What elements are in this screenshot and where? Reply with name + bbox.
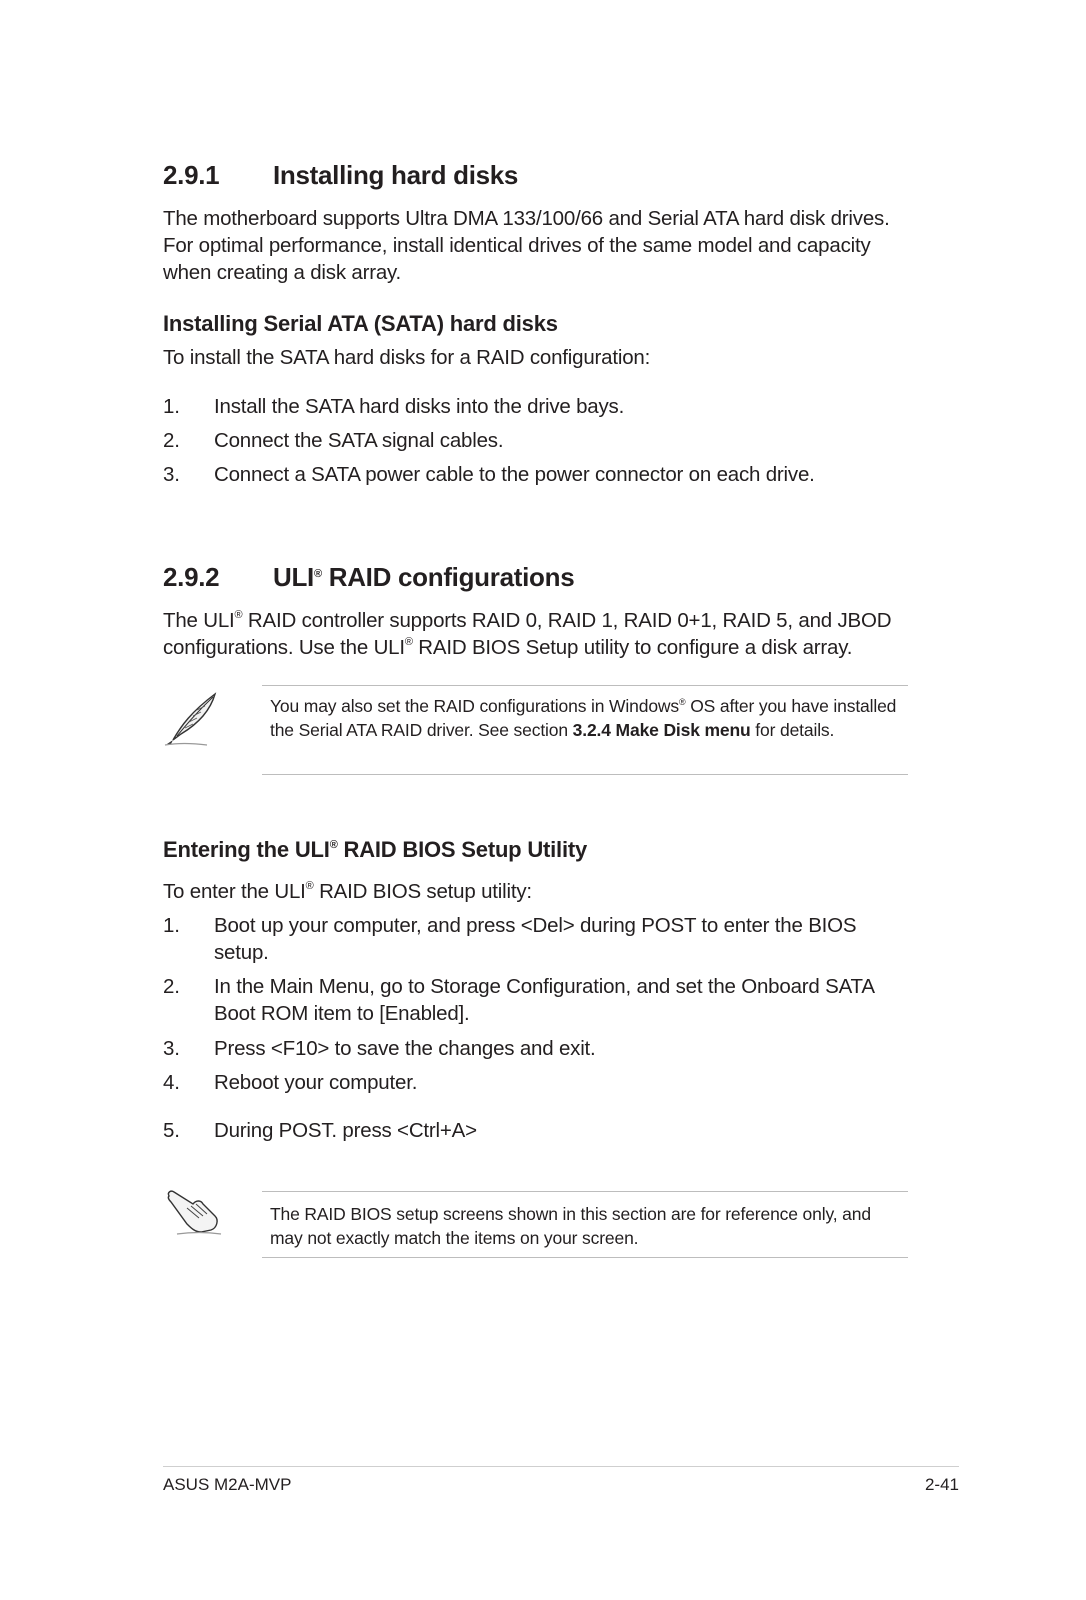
- step-number: 1.: [163, 395, 180, 418]
- note-box: [262, 685, 908, 775]
- note-text: [270, 694, 900, 742]
- step-text: Reboot your computer.: [214, 1071, 418, 1094]
- step-number: 1.: [163, 914, 180, 937]
- section-heading-2-9-2: [163, 562, 574, 593]
- warning-text: The RAID BIOS setup screens shown in this section are for reference only, and may not exactly match the items on your screen.: [270, 1204, 871, 1248]
- list-item: [163, 427, 963, 454]
- registered-mark: ®: [679, 697, 686, 707]
- registered-mark: ®: [305, 880, 314, 892]
- sub-intro-sata: To install the SATA hard disks for a RAID configuration:: [163, 346, 651, 369]
- note-part: for details.: [750, 720, 835, 740]
- intro-part: RAID controller supports RAID 0, RAID 1, RAID 0+1, RAID 5, and JBOD configurations. Use the ULI: [163, 609, 892, 659]
- step-number: 3.: [163, 463, 180, 486]
- sub-heading-pre: Entering the ULI: [163, 837, 330, 862]
- note-reference: 3.2.4 Make Disk menu: [572, 720, 751, 740]
- section-intro: The motherboard supports Ultra DMA 133/100/66 and Serial ATA hard disk drives. For optimal performance, install identical drives of the same model and capacity when creating a disk array.: [163, 207, 890, 284]
- intro-part: The ULI: [163, 609, 235, 632]
- list-item: [163, 393, 963, 420]
- section-title-pre: ULI: [273, 562, 314, 592]
- list-item: [163, 1035, 963, 1062]
- step-number: 2.: [163, 975, 180, 998]
- step-text: Install the SATA hard disks into the drive bays.: [214, 395, 625, 418]
- step-text: Connect a SATA power cable to the power connector on each drive.: [214, 463, 815, 486]
- section-number: 2.9.2: [163, 562, 220, 592]
- warning-box: [262, 1191, 908, 1258]
- sub-heading-post: RAID BIOS Setup Utility: [337, 837, 588, 862]
- list-item: [163, 461, 963, 488]
- footer-product: ASUS M2A-MVP: [163, 1475, 292, 1494]
- page-number: 2-41: [924, 1475, 959, 1494]
- section-number: 2.9.1: [163, 160, 220, 190]
- step-text: During POST. press <Ctrl+A>: [214, 1119, 477, 1142]
- step-number: 4.: [163, 1071, 180, 1094]
- registered-mark: ®: [313, 568, 322, 580]
- section-title: Installing hard disks: [273, 160, 519, 190]
- step-text: Connect the SATA signal cables.: [214, 429, 504, 452]
- list-item: [163, 1069, 963, 1096]
- section-title-post: RAID configurations: [321, 562, 575, 592]
- sub-intro-post: RAID BIOS setup utility:: [313, 880, 532, 903]
- step-text: Boot up your computer, and press <Del> during POST to enter the BIOS setup.: [214, 914, 857, 964]
- section-heading-2-9-1: [163, 160, 518, 191]
- list-item: [163, 973, 963, 1027]
- list-item: [163, 1117, 963, 1144]
- registered-mark: ®: [404, 636, 413, 648]
- registered-mark: ®: [234, 609, 243, 621]
- sub-intro-bios: [163, 878, 532, 905]
- intro-part: RAID BIOS Setup utility to configure a disk array.: [412, 636, 853, 659]
- step-number: 5.: [163, 1119, 180, 1142]
- step-text: In the Main Menu, go to Storage Configuration, and set the Onboard SATA Boot ROM item to [Enabled].: [214, 975, 874, 1025]
- pen-icon: [163, 688, 223, 748]
- step-number: 3.: [163, 1037, 180, 1060]
- step-number: 2.: [163, 429, 180, 452]
- sub-heading-bios: [163, 837, 587, 863]
- footer-divider: [163, 1466, 959, 1467]
- registered-mark: ®: [329, 839, 338, 851]
- step-text: Press <F10> to save the changes and exit.: [214, 1037, 596, 1060]
- list-item: [163, 912, 963, 966]
- note-part: You may also set the RAID configurations in Windows: [270, 696, 679, 716]
- section-intro: [163, 607, 923, 661]
- sub-intro-pre: To enter the ULI: [163, 880, 306, 903]
- note-part: OS after you have installed the Serial ATA RAID driver. See section: [270, 696, 897, 740]
- hand-icon: [163, 1186, 225, 1236]
- sub-heading-sata: Installing Serial ATA (SATA) hard disks: [163, 311, 558, 336]
